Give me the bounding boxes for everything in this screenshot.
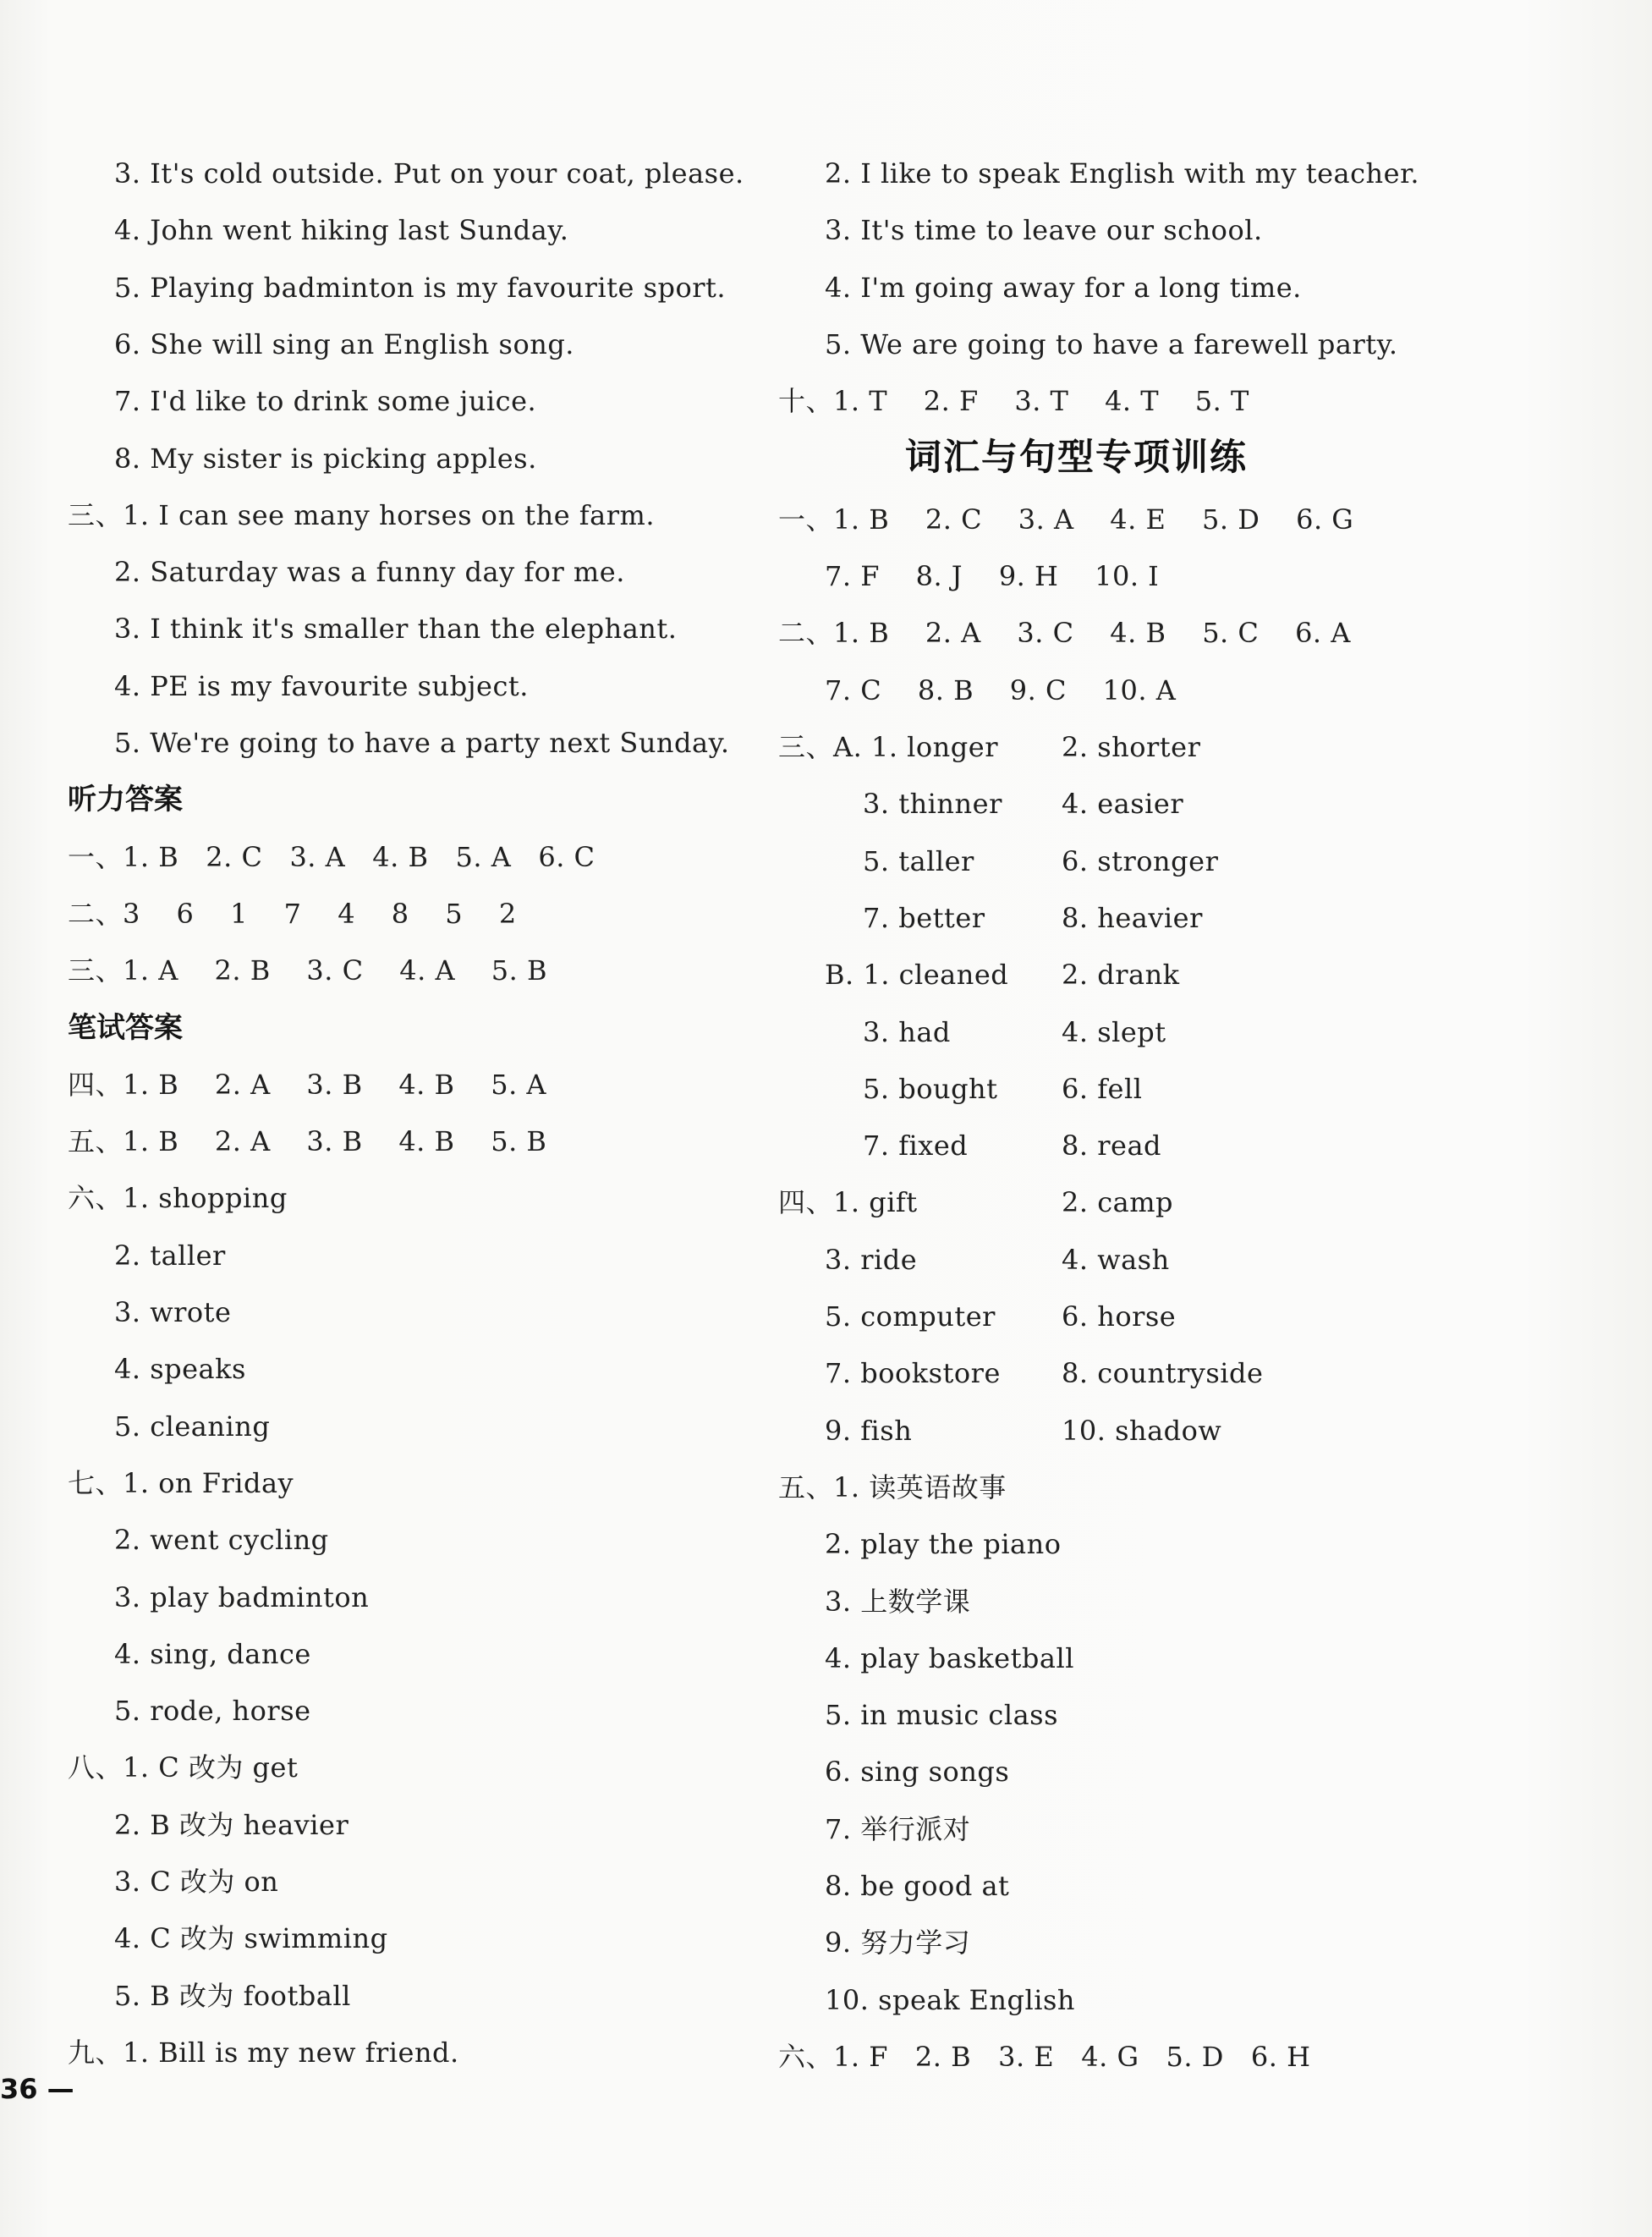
answer-line: 7. C 8. B 9. C 10. A xyxy=(825,673,1177,706)
answer-line-second: 8. heavier xyxy=(1062,901,1203,934)
answer-line: 2. taller xyxy=(114,1239,226,1272)
answer-line: 3. I think it's smaller than the elephant. xyxy=(114,613,678,646)
answer-line: 5. B 改为 football xyxy=(114,1979,351,2012)
answer-line: 7. fixed xyxy=(863,1129,969,1162)
answer-line: 六、1. shopping xyxy=(68,1182,288,1215)
answer-line: 2. I like to speak English with my teacher. xyxy=(825,157,1420,190)
answer-line: 3. thinner xyxy=(863,788,1002,821)
answer-line: 7. F 8. J 9. H 10. I xyxy=(825,560,1160,593)
page-number: 36 — xyxy=(0,2073,74,2105)
answer-line: 4. sing, dance xyxy=(114,1637,311,1670)
answer-line: 5. taller xyxy=(863,844,974,877)
answer-line: 3. play badminton xyxy=(114,1580,370,1613)
answer-line: 二、1. B 2. A 3. C 4. B 5. C 6. A xyxy=(778,617,1351,650)
section-heading: 听力答案 xyxy=(68,783,183,817)
answer-line: 二、3 6 1 7 4 8 5 2 xyxy=(68,897,517,930)
answer-line: 6. She will sing an English song. xyxy=(114,327,574,360)
answer-line: 七、1. on Friday xyxy=(68,1466,294,1499)
answer-line: 7. better xyxy=(863,901,985,934)
answer-line: 2. Saturday was a funny day for me. xyxy=(114,556,625,589)
answer-line: 4. speaks xyxy=(114,1353,246,1386)
answer-line: 8. My sister is picking apples. xyxy=(114,442,537,475)
answer-line: 十、1. T 2. F 3. T 4. T 5. T xyxy=(778,385,1249,418)
answer-line: 八、1. C 改为 get xyxy=(68,1751,299,1784)
answer-line: 4. I'm going away for a long time. xyxy=(825,271,1302,304)
answer-line: 三、1. A 2. B 3. C 4. A 5. B xyxy=(68,954,548,987)
section-title: 词汇与句型专项训练 xyxy=(905,436,1248,479)
answer-line: 4. John went hiking last Sunday. xyxy=(114,214,569,247)
answer-line-second: 6. horse xyxy=(1062,1300,1177,1333)
answer-line: 2. play the piano xyxy=(825,1528,1062,1561)
answer-line: 一、1. B 2. C 3. A 4. E 5. D 6. G xyxy=(778,503,1354,536)
answer-line: 6. sing songs xyxy=(825,1756,1010,1789)
answer-line: 2. B 改为 heavier xyxy=(114,1808,349,1841)
answer-line: 五、1. 读英语故事 xyxy=(778,1470,1007,1503)
answer-line: 四、1. B 2. A 3. B 4. B 5. A xyxy=(68,1068,547,1101)
answer-line-second: 10. shadow xyxy=(1062,1414,1222,1447)
answer-line-second: 4. wash xyxy=(1062,1243,1170,1276)
section-heading: 笔试答案 xyxy=(68,1010,183,1045)
answer-line-second: 6. fell xyxy=(1062,1072,1143,1105)
answer-line: 4. C 改为 swimming xyxy=(114,1922,388,1955)
answer-line: 5. in music class xyxy=(825,1699,1058,1732)
answer-line: 三、A. 1. longer xyxy=(778,731,998,763)
answer-line: 3. ride xyxy=(825,1243,918,1276)
answer-line: 7. bookstore xyxy=(825,1357,1001,1390)
answer-line-second: 4. easier xyxy=(1062,788,1184,821)
answer-line: 2. went cycling xyxy=(114,1524,329,1557)
answer-line: 3. wrote xyxy=(114,1296,232,1328)
answer-line: 9. 努力学习 xyxy=(825,1926,971,1959)
answer-line: 7. I'd like to drink some juice. xyxy=(114,385,537,418)
answer-line: 3. It's time to leave our school. xyxy=(825,214,1263,247)
answer-line-second: 2. drank xyxy=(1062,959,1180,992)
answer-line: 4. play basketball xyxy=(825,1641,1074,1674)
answer-line: 5. bought xyxy=(863,1072,998,1105)
answer-line-second: 6. stronger xyxy=(1062,844,1219,877)
answer-line: 六、1. F 2. B 3. E 4. G 5. D 6. H xyxy=(778,2040,1311,2073)
answer-line: 4. PE is my favourite subject. xyxy=(114,669,529,702)
answer-line: 9. fish xyxy=(825,1414,913,1447)
answer-line: 5. Playing badminton is my favourite sport. xyxy=(114,271,727,304)
answer-line: 10. speak English xyxy=(825,1983,1075,2016)
answer-line: 5. We are going to have a farewell party. xyxy=(825,327,1398,360)
answer-line: 九、1. Bill is my new friend. xyxy=(68,2036,459,2069)
answer-line: 5. We're going to have a party next Sunday. xyxy=(114,727,730,759)
answer-line: 5. computer xyxy=(825,1300,996,1333)
answer-line-second: 2. shorter xyxy=(1062,731,1201,763)
answer-line-second: 8. read xyxy=(1062,1129,1161,1162)
answer-line: 3. C 改为 on xyxy=(114,1866,279,1898)
answer-line: 三、1. I can see many horses on the farm. xyxy=(68,498,656,531)
answer-line-second: 4. slept xyxy=(1062,1015,1166,1048)
answer-line: B. 1. cleaned xyxy=(825,959,1009,992)
answer-line: 3. 上数学课 xyxy=(825,1585,971,1618)
answer-line-second: 2. camp xyxy=(1062,1186,1174,1219)
answer-line: 3. It's cold outside. Put on your coat, please. xyxy=(114,157,744,190)
answer-line: 3. had xyxy=(863,1015,951,1048)
answer-line: 7. 举行派对 xyxy=(825,1812,971,1845)
answer-line: 8. be good at xyxy=(825,1870,1010,1902)
answer-line: 四、1. gift xyxy=(778,1186,918,1219)
answer-line: 五、1. B 2. A 3. B 4. B 5. B xyxy=(68,1125,547,1158)
answer-line: 5. rode, horse xyxy=(114,1695,311,1728)
answer-line-second: 8. countryside xyxy=(1062,1357,1264,1390)
answer-line: 5. cleaning xyxy=(114,1410,271,1443)
answer-line: 一、1. B 2. C 3. A 4. B 5. A 6. C xyxy=(68,840,595,873)
